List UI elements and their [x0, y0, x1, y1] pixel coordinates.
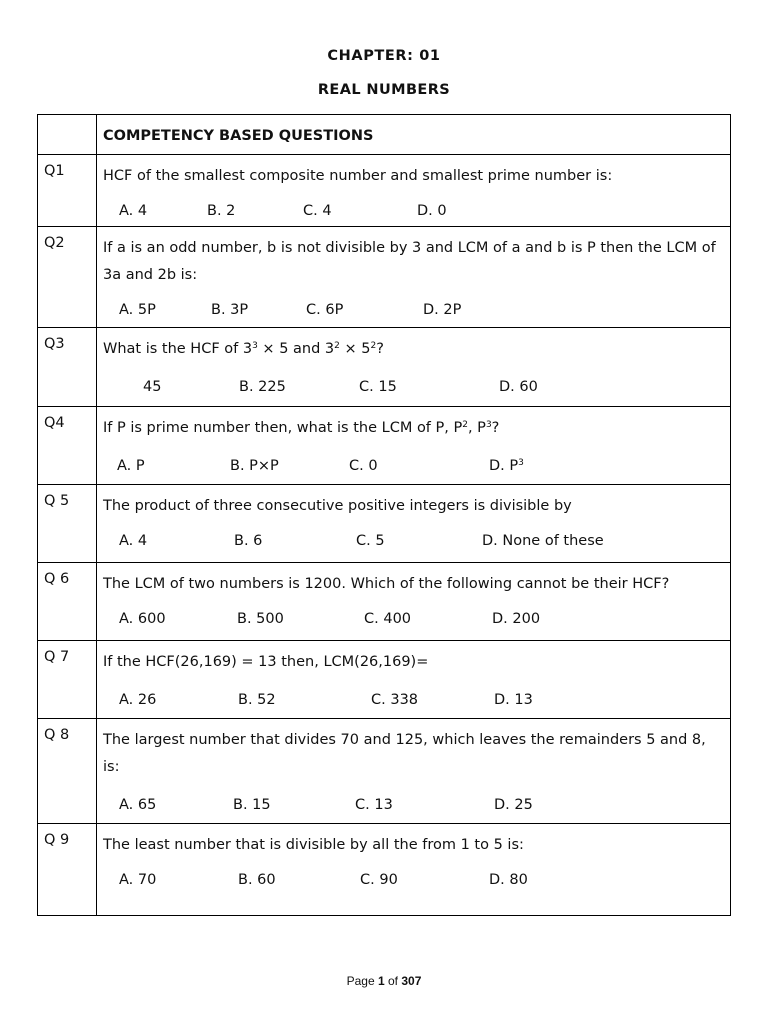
option-d: D. 2P: [423, 302, 462, 318]
option-a: A. 4: [119, 203, 148, 219]
question-number: Q2: [38, 227, 97, 328]
option-d: D. 0: [417, 203, 447, 219]
question-cell: [97, 824, 731, 916]
option-c: C. 90: [360, 872, 398, 888]
table-header-label: COMPETENCY BASED QUESTIONS: [97, 115, 731, 155]
options-row: [103, 198, 722, 222]
question-number: Q4: [38, 407, 97, 485]
option-a: A. 600: [119, 611, 166, 627]
option-a: A. P: [117, 458, 145, 474]
question-text: The least number that is divisible by all the from 1 to 5 is:: [103, 837, 524, 853]
question-row: [38, 563, 731, 641]
question-cell: [97, 719, 731, 824]
question-text: If a is an odd number, b is not divisible by 3 and LCM of a and b is P then the LCM of 3a and 2b is:: [103, 240, 716, 283]
question-row: [38, 719, 731, 824]
question-row: [38, 328, 731, 407]
option-d: D. 60: [499, 379, 538, 395]
option-b: B. 500: [237, 611, 284, 627]
questions-table: [37, 114, 731, 916]
option-a: A. 4: [119, 533, 148, 549]
question-number: Q 5: [38, 485, 97, 563]
page-current: 1: [377, 974, 385, 988]
option-d: D. 13: [494, 692, 533, 708]
question-row: [38, 641, 731, 719]
question-text: HCF of the smallest composite number and smallest prime number is:: [103, 168, 613, 184]
option-d: D. 80: [489, 872, 528, 888]
page-footer: [0, 974, 768, 988]
table-header-row: [38, 115, 731, 155]
question-cell: [97, 407, 731, 485]
option-a: 45: [143, 379, 162, 395]
question-text: If the HCF(26,169) = 13 then, LCM(26,169)=: [103, 654, 429, 670]
option-c: C. 338: [371, 692, 419, 708]
option-c: C. 6P: [306, 302, 344, 318]
page-total: 307: [401, 974, 422, 988]
option-b: B. 225: [239, 379, 286, 395]
options-row: [103, 867, 722, 891]
option-c: C. 15: [359, 379, 397, 395]
question-number: Q 7: [38, 641, 97, 719]
question-text: The largest number that divides 70 and 125, which leaves the remainders 5 and 8, is:: [103, 732, 706, 775]
option-b: B. 60: [238, 872, 276, 888]
options-row: [103, 792, 722, 816]
option-b: B. 52: [238, 692, 276, 708]
question-cell: [97, 563, 731, 641]
options-row: [103, 528, 722, 552]
options-row: [103, 297, 722, 321]
option-c: C. 400: [364, 611, 412, 627]
question-cell: [97, 227, 731, 328]
options-row: [103, 374, 722, 398]
question-text: The LCM of two numbers is 1200. Which of the following cannot be their HCF?: [103, 576, 670, 592]
page-prefix: Page: [346, 974, 375, 988]
chapter-title: CHAPTER: 01: [327, 48, 441, 64]
question-row: [38, 155, 731, 227]
question-cell: [97, 641, 731, 719]
option-d: D. $P^3$: [489, 458, 524, 474]
option-c: C. 13: [355, 797, 393, 813]
question-number: Q 6: [38, 563, 97, 641]
option-d: D. 25: [494, 797, 533, 813]
options-row: [103, 606, 722, 630]
option-b: B. P×P: [230, 458, 279, 474]
header-empty-cell: [38, 115, 97, 155]
question-text: If P is prime number then, what is the LCM of P, $P^2$, $P^3$?: [103, 420, 500, 436]
options-row: [103, 453, 722, 477]
option-d: D. 200: [492, 611, 541, 627]
question-cell: [97, 155, 731, 227]
option-c: C. 0: [349, 458, 378, 474]
question-row: [38, 485, 731, 563]
option-d: D. None of these: [482, 533, 604, 549]
option-c: C. 4: [303, 203, 332, 219]
option-b: B. 2: [207, 203, 236, 219]
subject-title: REAL NUMBERS: [317, 82, 451, 98]
question-cell: [97, 328, 731, 407]
question-row: [38, 227, 731, 328]
options-row: [103, 687, 722, 711]
option-c: C. 5: [356, 533, 385, 549]
option-b: B. 15: [233, 797, 271, 813]
option-a: A. 70: [119, 872, 157, 888]
question-number: Q 8: [38, 719, 97, 824]
question-number: Q3: [38, 328, 97, 407]
question-number: Q1: [38, 155, 97, 227]
option-a: A. 5P: [119, 302, 156, 318]
question-cell: [97, 485, 731, 563]
question-number: Q 9: [38, 824, 97, 916]
question-text: What is the HCF of $3^3 \times 5$ and $3^2 \times 5^2$?: [103, 341, 384, 357]
option-a: A. 65: [119, 797, 157, 813]
option-b: B. 3P: [211, 302, 249, 318]
option-b: B. 6: [234, 533, 263, 549]
question-row: [38, 824, 731, 916]
question-row: [38, 407, 731, 485]
question-text: The product of three consecutive positive integers is divisible by: [103, 498, 572, 514]
option-a: A. 26: [119, 692, 157, 708]
page-of: of: [388, 974, 399, 988]
